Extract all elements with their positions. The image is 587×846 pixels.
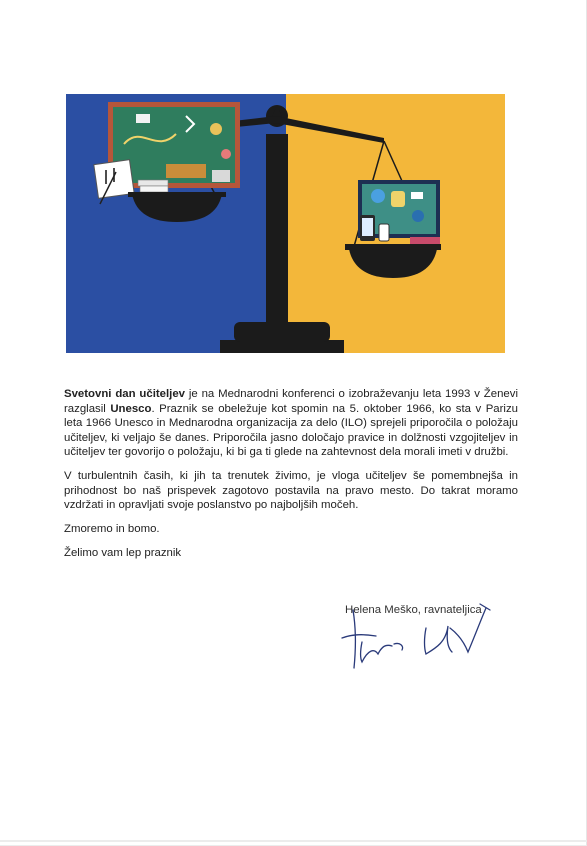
paragraph-we-can: Zmoremo in bomo. (64, 522, 160, 535)
paragraph-intro (64, 387, 518, 460)
tablet-icon (360, 215, 375, 241)
paragraph-greeting: Želimo vam lep praznik (64, 547, 182, 560)
bold-phrase-teachers-day: Svetovni dan učiteljev (64, 388, 186, 400)
bold-phrase-unesco: Unesco (110, 402, 152, 415)
teachers-day-scale-illustration (66, 94, 505, 353)
paragraph-turbulent-times: V turbulentnih časih, ki jih ta trenutek živimo, je vloga učiteljev še pomembnejša in prihodnost bo naš prispevek zagotovo postavila na pravo mesto. Do takrat moramo vzdržati in opravljati svoje poslanstvo po najboljših močeh. (64, 469, 518, 512)
scan-edge-line (0, 840, 587, 842)
phone-icon (379, 224, 389, 241)
handwritten-signature (330, 598, 500, 670)
letter-body (64, 387, 518, 561)
intro-text-part1: je na Mednarodni konferenci o izobraževanju leta 1993 v Ženevi razglasil (64, 388, 518, 415)
intro-text-part2: . Praznik se obeležuje kot spomin na 5. oktober 1966, ko sta v Parizu leta 1966 Unesco in Mednarodna organizacija za delo (ILO) sprejeli priporočila o položaju učiteljev, ki veljajo še danes. Priporočila jasno določajo pravice in dolžnosti vzgojiteljev in učiteljev ter govorijo o položaju, ki bi ga ti glede na zahtevnost dela morali imeti v družbi. (64, 402, 518, 459)
books-icon (138, 180, 168, 192)
signature-name: Helena Meško, ravnateljica (345, 604, 482, 616)
